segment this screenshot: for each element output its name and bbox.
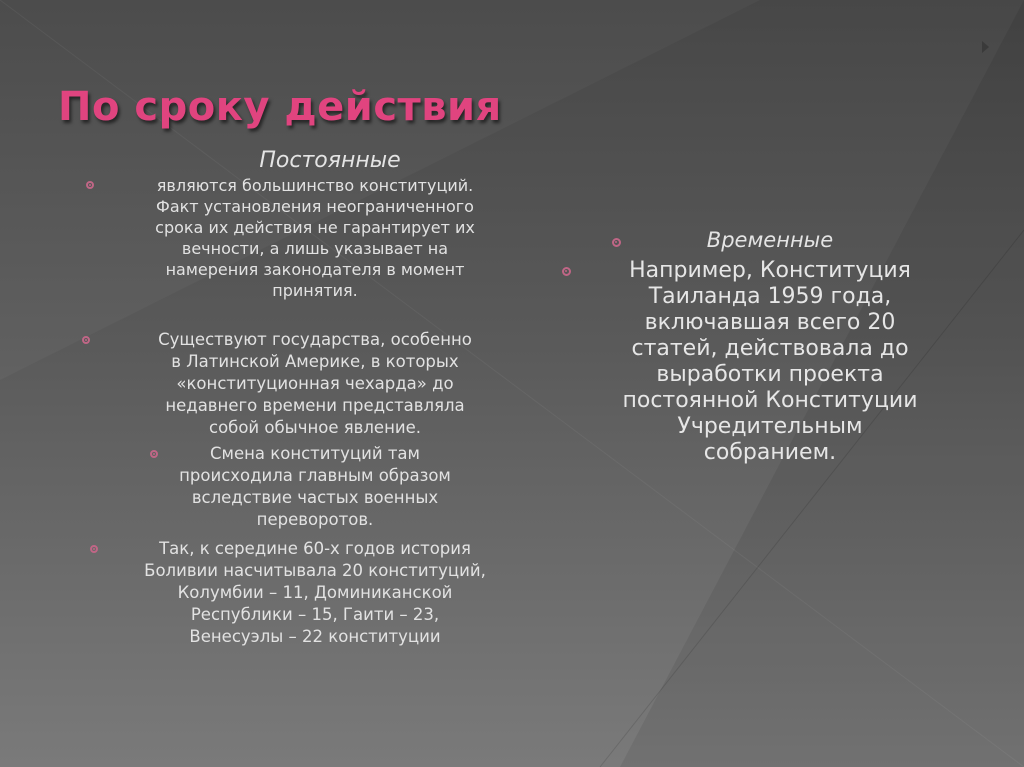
bullet-item: Так, к середине 60-х годов история Боливии насчитывала 20 конституций, Колумбии – 11, Доминиканской Республики – 15, Гаити – 23, Венесуэлы – 22 конституции	[70, 538, 560, 648]
circle-bullet-icon	[82, 336, 90, 344]
circle-bullet-icon	[150, 450, 158, 458]
circle-bullet-icon	[86, 181, 94, 189]
circle-bullet-icon	[562, 267, 571, 276]
slide-title: По сроку действия	[58, 84, 502, 130]
circle-bullet-icon	[90, 545, 98, 553]
bullet-item: Существуют государства, особенно в Латинской Америке, в которых «конституционная чехарда» до недавнего времени представляла собой обычное явление.	[70, 329, 560, 439]
temporary-text: Например, Конституция Таиланда 1959 года, включавшая всего 20 статей, действовала до выработки проекта постоянной Конституции Учредительным собранием.	[560, 258, 980, 466]
right-column	[560, 228, 980, 466]
permanent-heading: Постоянные	[259, 148, 401, 173]
temporary-heading: Временные	[560, 228, 980, 252]
circle-bullet-icon	[612, 238, 621, 247]
bullet-item: являются большинство конституций. Факт установления неограниченного срока их действия не гарантирует их вечности, а лишь указывает на намерения законодателя в момент принятия.	[70, 175, 560, 301]
arrow-right-icon	[982, 41, 989, 53]
bullet-item: Смена конституций там происходила главным образом вследствие частых военных переворотов.	[70, 443, 560, 531]
left-column	[70, 148, 560, 648]
